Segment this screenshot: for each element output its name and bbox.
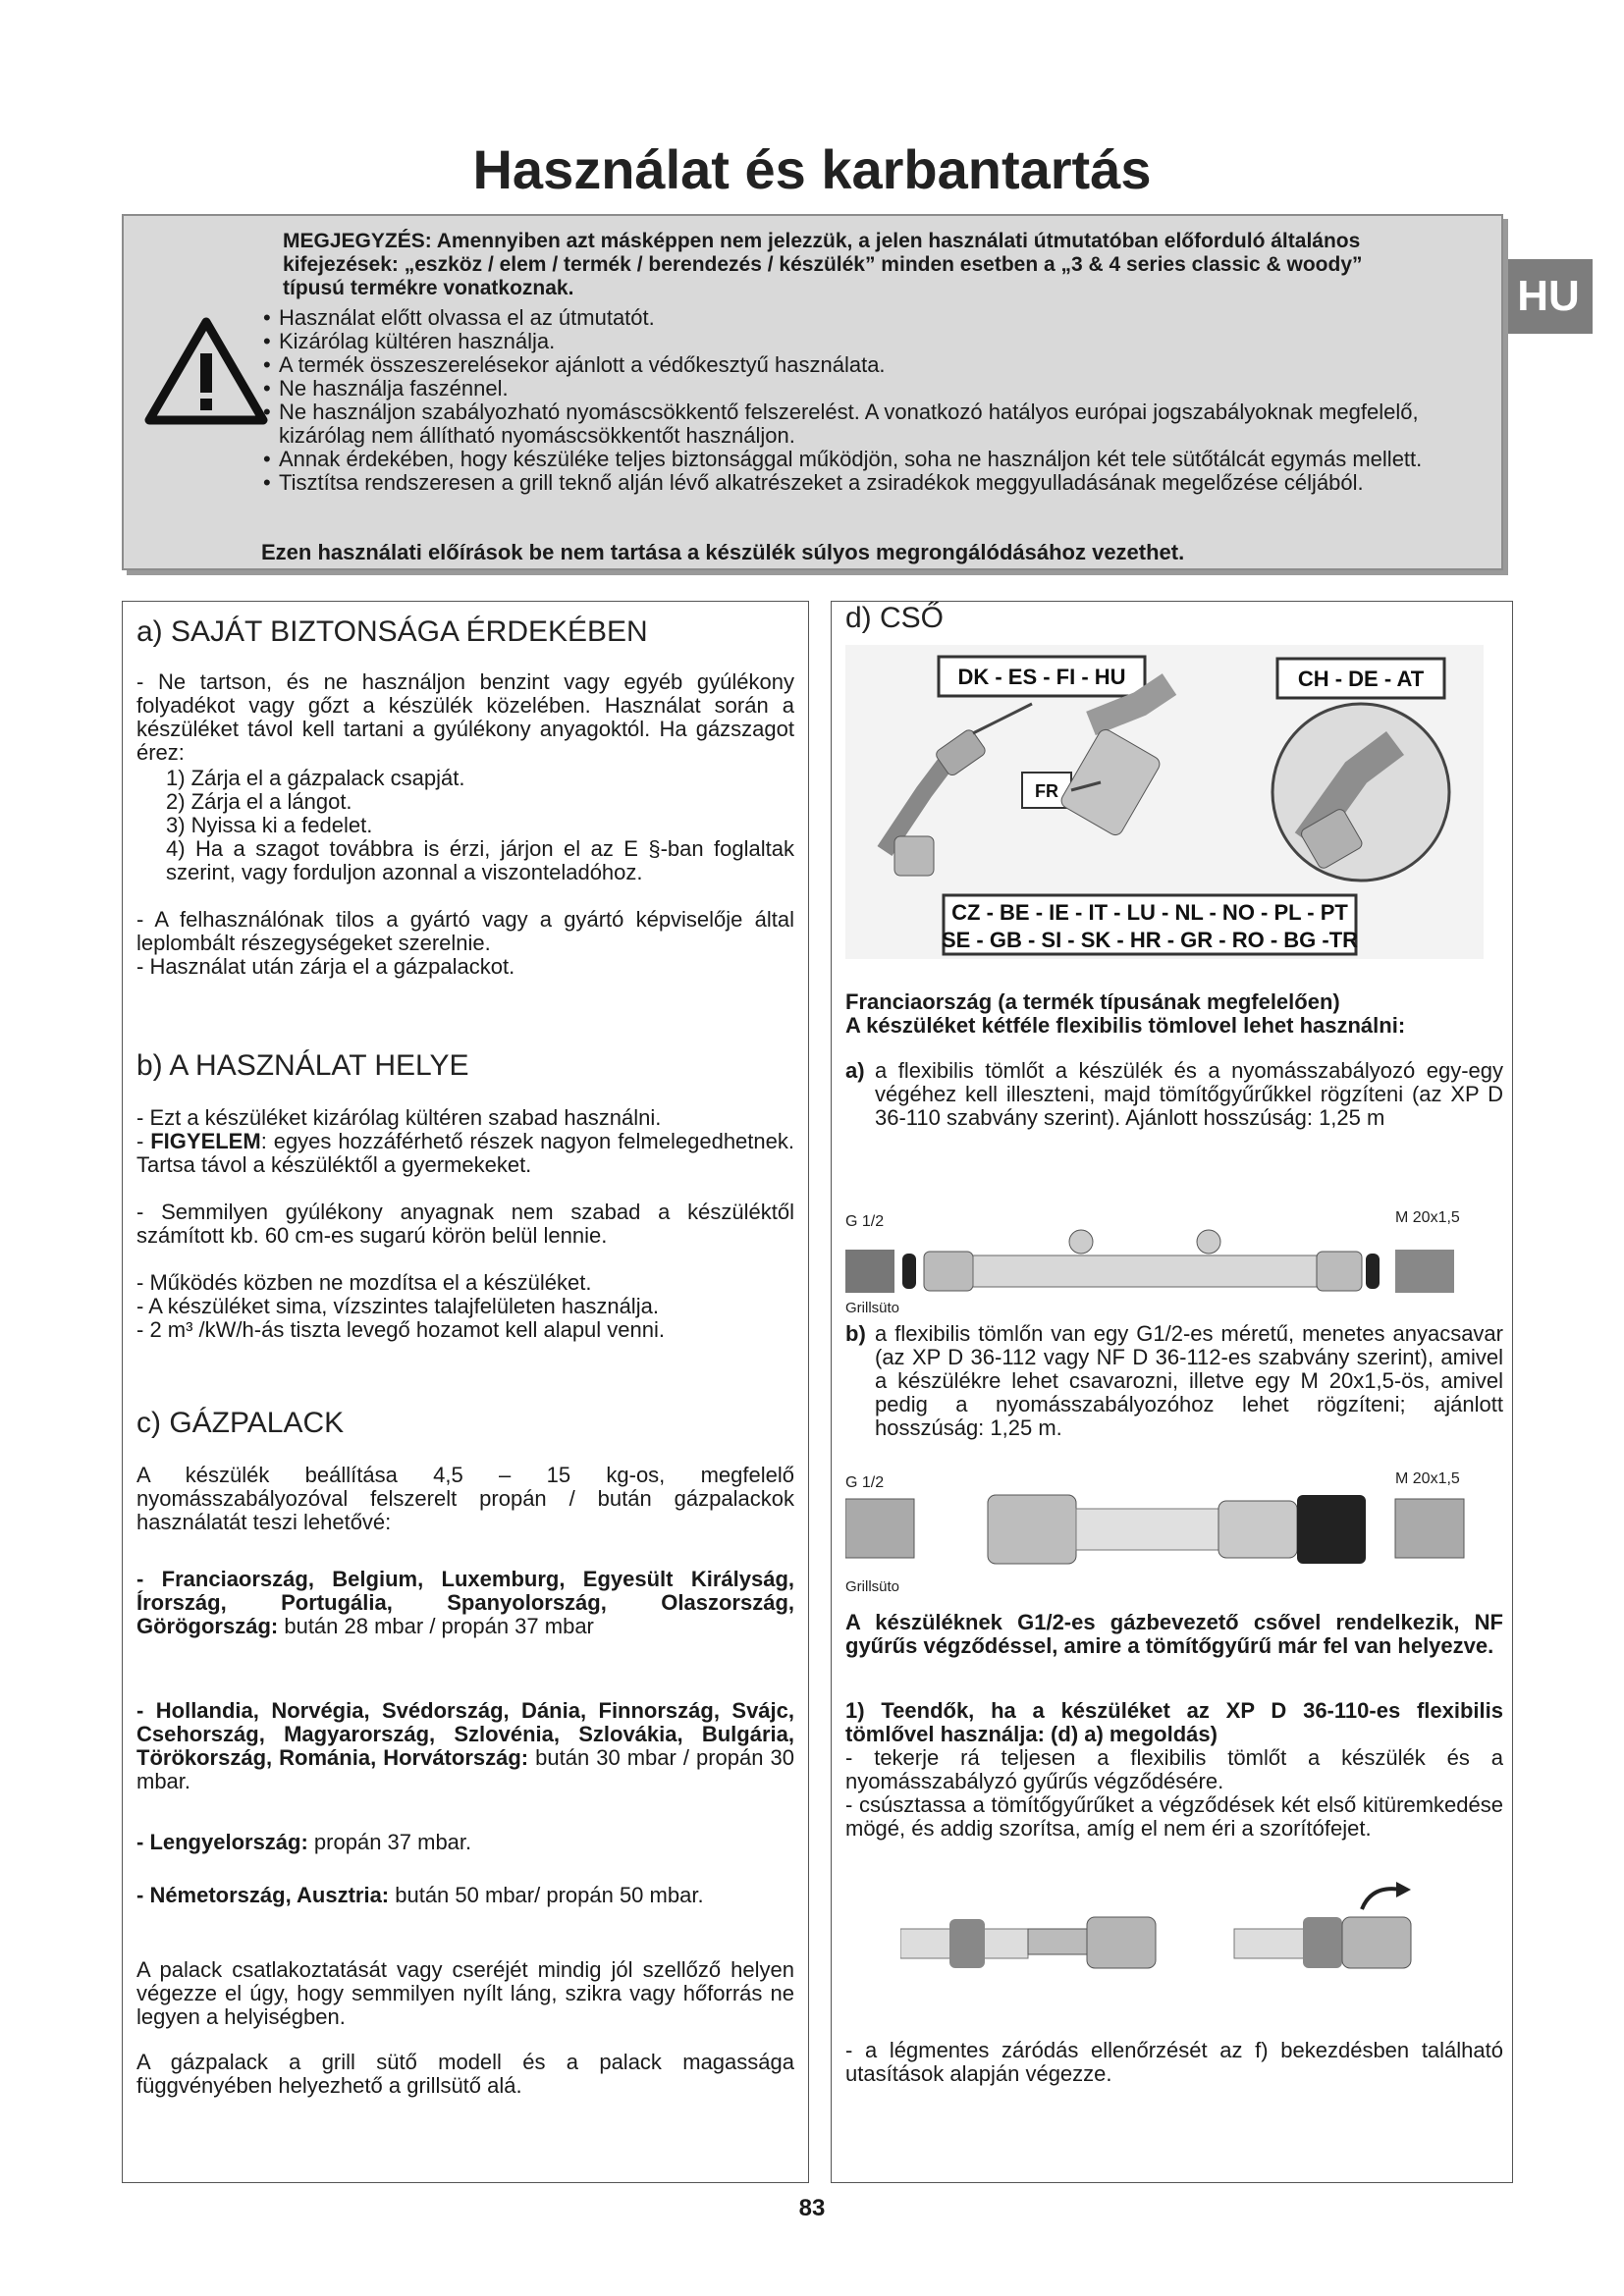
- country-list: [136, 1831, 794, 1854]
- section-d-title: d) CSŐ: [845, 602, 945, 634]
- section-a-step: 2) Zárja el a lángot.: [166, 789, 352, 814]
- fig-label-eu2: SE - GB - SI - SK - HR - GR - RO - BG -TR: [941, 928, 1359, 952]
- section-b-text: - Semmilyen gyúlékony anyagnak nem szabad a készüléktől számított kb. 60 cm-es sugarú körön belül lennie.: [136, 1200, 794, 1248]
- option-b-label: b): [845, 1321, 866, 1346]
- label-g12: G 1/2: [845, 1213, 885, 1230]
- warning-item: • Használat előtt olvassa el az útmutatót.: [259, 306, 1487, 330]
- section-c-text: A gázpalack a grill sütő modell és a palack magassága függvényében helyezhető a grillsütő alá.: [136, 2050, 794, 2098]
- country-group: - Németország, Ausztria:: [136, 1883, 390, 1907]
- option-a-label: a): [845, 1058, 865, 1083]
- section-a-step: 3) Nyissa ki a fedelet.: [166, 813, 373, 837]
- section-b-text: - 2 m³ /kW/h-ás tiszta levegő hozamot kell alapul venni.: [136, 1317, 666, 1342]
- pressure-value: propán 37 mbar.: [307, 1830, 472, 1854]
- country-group: - Franciaország, Belgium, Luxemburg, Egyesült Királyság, Írország, Portugália, Spanyolország, Olaszország, Görögország:: [136, 1567, 794, 1638]
- fig-label-france: FR: [1035, 781, 1058, 801]
- section-c-title: c) GÁZPALACK: [136, 1407, 345, 1439]
- warning-item: • Annak érdekében, hogy készüléke teljes biztonsággal működjön, soha ne használjon két tele sütőtálcát egymás mellett.: [259, 448, 1487, 471]
- france-subtitle: A készüléket kétféle flexibilis tömlovel lehet használni:: [845, 1013, 1406, 1038]
- country-list: [136, 1568, 794, 1638]
- warning-text: : egyes hozzáférhető részek nagyon felmelegedhetnek. Tartsa távol a készüléktől a gyermekeket.: [136, 1129, 794, 1177]
- left-column: [122, 601, 809, 2183]
- section-b-title: b) A HASZNÁLAT HELYE: [136, 1049, 469, 1082]
- warning-label: FIGYELEM: [150, 1129, 261, 1153]
- country-group: - Lengyelország:: [136, 1830, 308, 1854]
- section-b-text: - Ezt a készüléket kizárólag kültéren szabad használni.: [136, 1105, 662, 1130]
- warning-icon: [143, 316, 269, 426]
- label-grillsuto: Grillsüto: [845, 1300, 900, 1316]
- country-group: - Hollandia, Norvégia, Svédország, Dánia, Finnország, Svájc, Csehország, Magyarország, Szlovénia, Szlovákia, Bulgária, Törökország, Románia, Horvátország:: [136, 1698, 794, 1770]
- label-m20: M 20x1,5: [1395, 1470, 1460, 1487]
- france-title: Franciaország (a termék típusának megfelelően): [845, 989, 1340, 1014]
- section-b-text: - A készüléket sima, vízszintes talajfelületen használja.: [136, 1294, 659, 1318]
- step-1-item: - a légmentes záródás ellenőrzését az f) bekezdésben található utasítások alapján végezze.: [845, 2038, 1503, 2086]
- warning-item: • Ne használjon szabályozható nyomáscsökkentő felszerelést. A vonatkozó hatályos európai jogszabályoknak megfelelő, kizárólag nem állítható nyomáscsökkentőt használjon.: [259, 400, 1487, 448]
- fig-label-central: CH - DE - AT: [1297, 667, 1425, 691]
- hose-connection-figure: [845, 645, 1484, 959]
- warning-box: [122, 214, 1503, 570]
- warning-note: MEGJEGYZÉS: Amennyiben azt másképpen nem jelezzük, a jelen használati útmutatóban előforduló általános kifejezések: „eszköz / elem / termék / berendezés / készülék” minden esetben a „3 & 4 series classic & woody” típusú termékre vonatkoznak.: [283, 230, 1363, 299]
- pressure-value: bután 28 mbar / propán 37 mbar: [278, 1614, 594, 1638]
- warning-item: • A termék összeszerelésekor ajánlott a védőkesztyű használata.: [259, 353, 1487, 377]
- language-tab: HU: [1504, 259, 1593, 334]
- pressure-value: bután 50 mbar/ propán 50 mbar.: [389, 1883, 704, 1907]
- label-grillsuto: Grillsüto: [845, 1578, 900, 1595]
- warning-item: • Kizárólag kültéren használja.: [259, 330, 1487, 353]
- section-c-text: A készülék beállítása 4,5 – 15 kg-os, megfelelő nyomásszabályozóval felszerelt propán / bután gázpalackok használatát teszi lehetővé:: [136, 1463, 794, 1534]
- option-b-text: a flexibilis tömlőn van egy G1/2-es méretű, menetes anyacsavar (az XP D 36-112 vagy NF D 36-112-es szabvány szerint), amivel a készülékre lehet csavarozni, illetve egy M 20x1,5-ös, amivel pedig a nyomásszabályozóhoz lehet rögzíteni; ajánlott hosszúság: 1,25 m.: [875, 1321, 1503, 1440]
- pressure-value: bután 30 mbar / propán 30 mbar.: [136, 1745, 794, 1793]
- label-m20: M 20x1,5: [1395, 1209, 1460, 1226]
- section-a-title: a) SAJÁT BIZTONSÁGA ÉRDEKÉBEN: [136, 615, 648, 648]
- inlet-info: A készüléknek G1/2-es gázbevezető csővel rendelkezik, NF gyűrűs végződéssel, amire a tömítőgyűrű már fel van helyezve.: [845, 1610, 1503, 1658]
- step-1-title: 1) Teendők, ha a készüléket az XP D 36-110-es flexibilis tömlővel használja: (d) a) megoldás): [845, 1698, 1503, 1746]
- section-a-text: - Ne tartson, és ne használjon benzint vagy egyéb gyúlékony folyadékot vagy gőzt a készülék közelében. Használat során a készüléket távol kell tartani a gyúlékony anyagoktól. Ha gázszagot érez:: [136, 669, 794, 765]
- section-b-text: - FIGYELEM: egyes hozzáférhető részek nagyon felmelegedhetnek. Tartsa távol a készüléktől a gyermekeket.: [136, 1129, 794, 1177]
- section-a-step: 4) Ha a szagot továbbra is érzi, járjon el az E §-ban foglaltak szerint, vagy forduljon azonnal a viszonteladóhoz.: [166, 836, 794, 884]
- fig-label-eu1: CZ - BE - IE - IT - LU - NL - NO - PL - PT: [951, 900, 1348, 925]
- warning-item: • Tisztítsa rendszeresen a grill teknő alján lévő alkatrészeket a zsiradékok meggyulladásának megelőzése céljából.: [259, 471, 1487, 495]
- step-1-item: - csúsztassa a tömítőgyűrűket a végződések két első kitüremkedése mögé, és addig szorítsa, amíg el nem éri a szorítófejet.: [845, 1792, 1503, 1841]
- warning-list: [259, 306, 1487, 495]
- fig-label-nordic: DK - ES - FI - HU: [957, 665, 1126, 689]
- page-title: Használat és karbantartás: [472, 138, 1152, 200]
- section-a-text: - Használat után zárja el a gázpalackot.: [136, 954, 515, 979]
- warning-item: • Ne használja faszénnel.: [259, 377, 1487, 400]
- hose-a-figure: [845, 1208, 1484, 1316]
- country-list: [136, 1699, 794, 1793]
- warning-footer: Ezen használati előírások be nem tartása a készülék súlyos megrongálódásához vezethet.: [261, 540, 1185, 564]
- right-column: [831, 601, 1513, 2183]
- clamp-figure: [900, 1880, 1450, 1988]
- section-a-text: - A felhasználónak tilos a gyártó vagy a gyártó képviselője által leplombált részegységeket szerelnie.: [136, 907, 794, 955]
- hose-b-figure: [845, 1469, 1484, 1595]
- option-a-text: a flexibilis tömlőt a készülék és a nyomásszabályozó egy-egy végéhez kell illeszteni, majd tömítőgyűrűkkel rögzíteni (az XP D 36-110 szabvány szerint). Ajánlott hosszúság: 1,25 m: [875, 1058, 1503, 1130]
- label-g12: G 1/2: [845, 1474, 885, 1491]
- section-b-text: - Működés közben ne mozdítsa el a készüléket.: [136, 1270, 592, 1295]
- section-a-step: 1) Zárja el a gázpalack csapját.: [166, 766, 465, 790]
- step-1-item: - tekerje rá teljesen a flexibilis tömlőt a készülék és a nyomásszabályzó gyűrűs végződésére.: [845, 1745, 1503, 1793]
- page-number: 83: [798, 2195, 826, 2221]
- country-list: [136, 1884, 794, 1907]
- section-c-text: A palack csatlakoztatását vagy cseréjét mindig jól szellőző helyen végezze el úgy, hogy semmilyen nyílt láng, szikra vagy hőforrás ne legyen a helyiségben.: [136, 1957, 794, 2029]
